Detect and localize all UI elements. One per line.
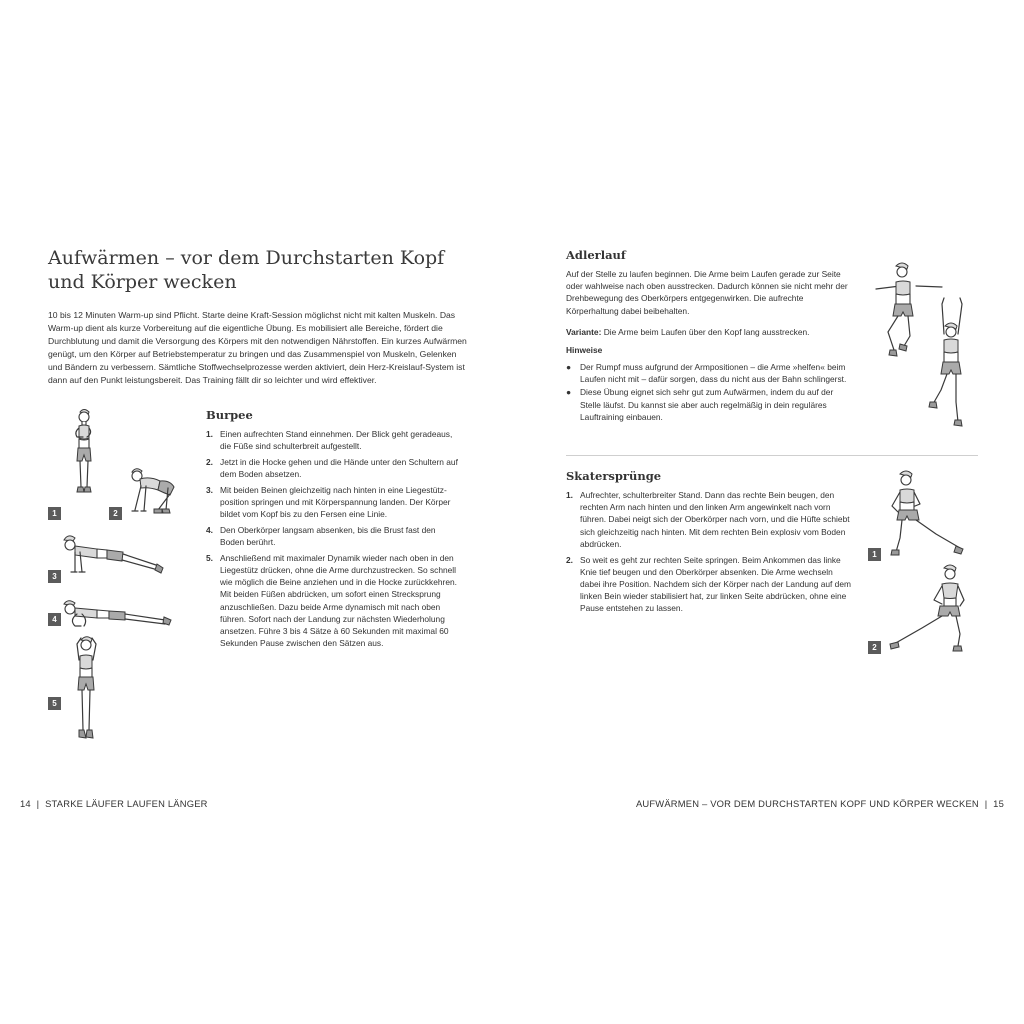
book-title: STARKE LÄUFER LAUFEN LÄNGER <box>45 798 208 809</box>
page-number: 14 <box>20 798 31 809</box>
burpee-heading: Burpee <box>206 408 253 422</box>
burpee-figure-2 <box>124 464 188 524</box>
figure-label: 1 <box>48 507 61 520</box>
footer-separator: | <box>984 798 988 809</box>
list-item: ● Der Rumpf muss aufgrund der Armpositionen – die Arme »helfen« beim Laufen nicht mit – dafür sorgen, dass du nicht aus der Bahn schlingerst. <box>566 362 847 385</box>
skaterspruenge-heading: Skatersprünge <box>566 469 662 483</box>
figure-label: 1 <box>868 548 881 561</box>
page-title: Aufwärmen – vor dem Durchstarten Kopf und Körper wecken <box>48 247 445 293</box>
skater-figure-1 <box>884 470 970 562</box>
figure-label: 3 <box>48 570 61 583</box>
intro-paragraph: 10 bis 12 Minuten Warm-up sind Pflicht. Starte deine Kraft-Session möglichst nicht mit kalten Muskeln. Das Warm-up dient als kurze Vorbereitung auf die eigentliche Übung. Es mobilisiert alle Bereiche, fördert die Durchblutung und damit die Versorgung des Körpers mit den notwendigen Nährstoffen. Ein kurzes Aufwärmen genügt, um den Körper auf Betriebstemperatur zu bringen und das Zusammenspiel von Muskeln, Gelenken und Bändern zu verbessern. Sämtliche Stoffwechselprozesse werden aktiviert, dein Herz-Kreislauf-System ist dann auf den Punkt leistungsbereit. Das Training fällt dir so leichter und wird effektiver. <box>48 310 467 385</box>
right-footer <box>636 798 1004 809</box>
skater-step: 1. Aufrechter, schulterbreiter Stand. Dann das rechte Bein beugen, den rechten Arm nach hinten und den linken Arm angewinkelt nach vorn führen. Dabei neigt sich der Oberkörper nach vorn, und die Hüfte schiebt sich gleichzeitig nach hinten. Mit dem rechten Bein explosiv vom Boden abdrücken. <box>566 490 850 549</box>
burpee-step: 4. Den Oberkörper langsam absenken, bis die Brust fast den Boden berührt. <box>206 524 436 548</box>
hints-list <box>566 361 851 424</box>
variant-text: Die Arme beim Laufen über den Kopf lang ausstrecken. <box>601 327 810 337</box>
burpee-figure-5 <box>66 634 110 752</box>
footer-separator: | <box>36 798 40 809</box>
burpee-step: 2. Jetzt in die Hocke gehen und die Hände unter den Schultern auf dem Boden absetzen. <box>206 456 458 480</box>
figure-label: 5 <box>48 697 61 710</box>
adlerlauf-figure-arms-up <box>928 296 980 432</box>
skater-figure-2 <box>890 564 976 656</box>
skater-step: 2. So weit es geht zur rechten Seite springen. Beim Ankommen das linke Knie tief beugen und den Oberkörper absenken. Die Arme wechseln dabei ihre Position. Nachdem sich der Körper nach der Landung auf dem linken Bein wieder stabilisiert hat, zur linken Seite abdrücken, ohne eine Pause entstehen zu lassen. <box>566 554 851 614</box>
adlerlauf-text: Auf der Stelle zu laufen beginnen. Die Arme beim Laufen gerade zur Seite oder wahlweise nach oben ausstrecken. Dadurch können sie nicht mehr der Drehbewegung des Oberkörpers entgegenwirken. Die aufrechte Körperhaltung dabei beibehalten. <box>566 269 848 316</box>
burpee-figure-4 <box>62 598 178 632</box>
burpee-step: 1. Einen aufrechten Stand einnehmen. Der Blick geht geradeaus, die Füße sind schulterbreit aufgestellt. <box>206 429 453 452</box>
list-item: ● Diese Übung eignet sich sehr gut zum Aufwärmen, indem du auf der Stelle läufst. Du kannst sie aber auch regelmäßig in dein reguläres Lauftraining einbauen. <box>566 387 834 422</box>
variant-label: Variante: <box>566 327 602 337</box>
burpee-steps <box>206 428 460 653</box>
skaterspruenge-steps <box>566 489 852 618</box>
burpee-step: 3. Mit beiden Beinen gleichzeitig nach hinten in eine Liegestütz-position springen und mit Körperspannung landen. Der Körper bildet vom Kopf bis zu den Fersen eine Linie. <box>206 484 451 520</box>
bullet-icon: ● <box>566 387 572 398</box>
left-footer <box>20 798 208 809</box>
page-number: 15 <box>993 798 1004 809</box>
adlerlauf-heading: Adlerlauf <box>566 248 626 262</box>
figure-label: 2 <box>868 641 881 654</box>
section-divider <box>566 455 978 456</box>
bullet-icon: ● <box>566 362 572 372</box>
figure-label: 2 <box>109 507 122 520</box>
figure-label: 4 <box>48 613 61 626</box>
burpee-figure-3 <box>62 532 172 582</box>
burpee-figure-1 <box>66 408 106 518</box>
burpee-step: 5. Anschließend mit maximaler Dynamik wieder nach oben in den Liegestütz drücken, ohne die Arme durchzustrecken. So schnell wie möglich die Beine anziehen und in die Hocke zurückkehren. Mit beiden Füßen abdrücken, um sofort einen Strecksprung anzuschließen. Dazu beide Arme dynamisch mit nach oben führen. Sofort nach der Landung zur nächsten Wiederholung ansetzen. Führe 3 bis 4 Sätze à 60 Sekunden mit maximal 60 Sekunden Pause zwischen den Sätzen aus. <box>206 552 457 649</box>
hints-heading: Hinweise <box>566 345 603 355</box>
adlerlauf-variant <box>566 326 851 338</box>
running-title: AUFWÄRMEN – VOR DEM DURCHSTARTEN KOPF UND KÖRPER WECKEN <box>635 798 979 809</box>
